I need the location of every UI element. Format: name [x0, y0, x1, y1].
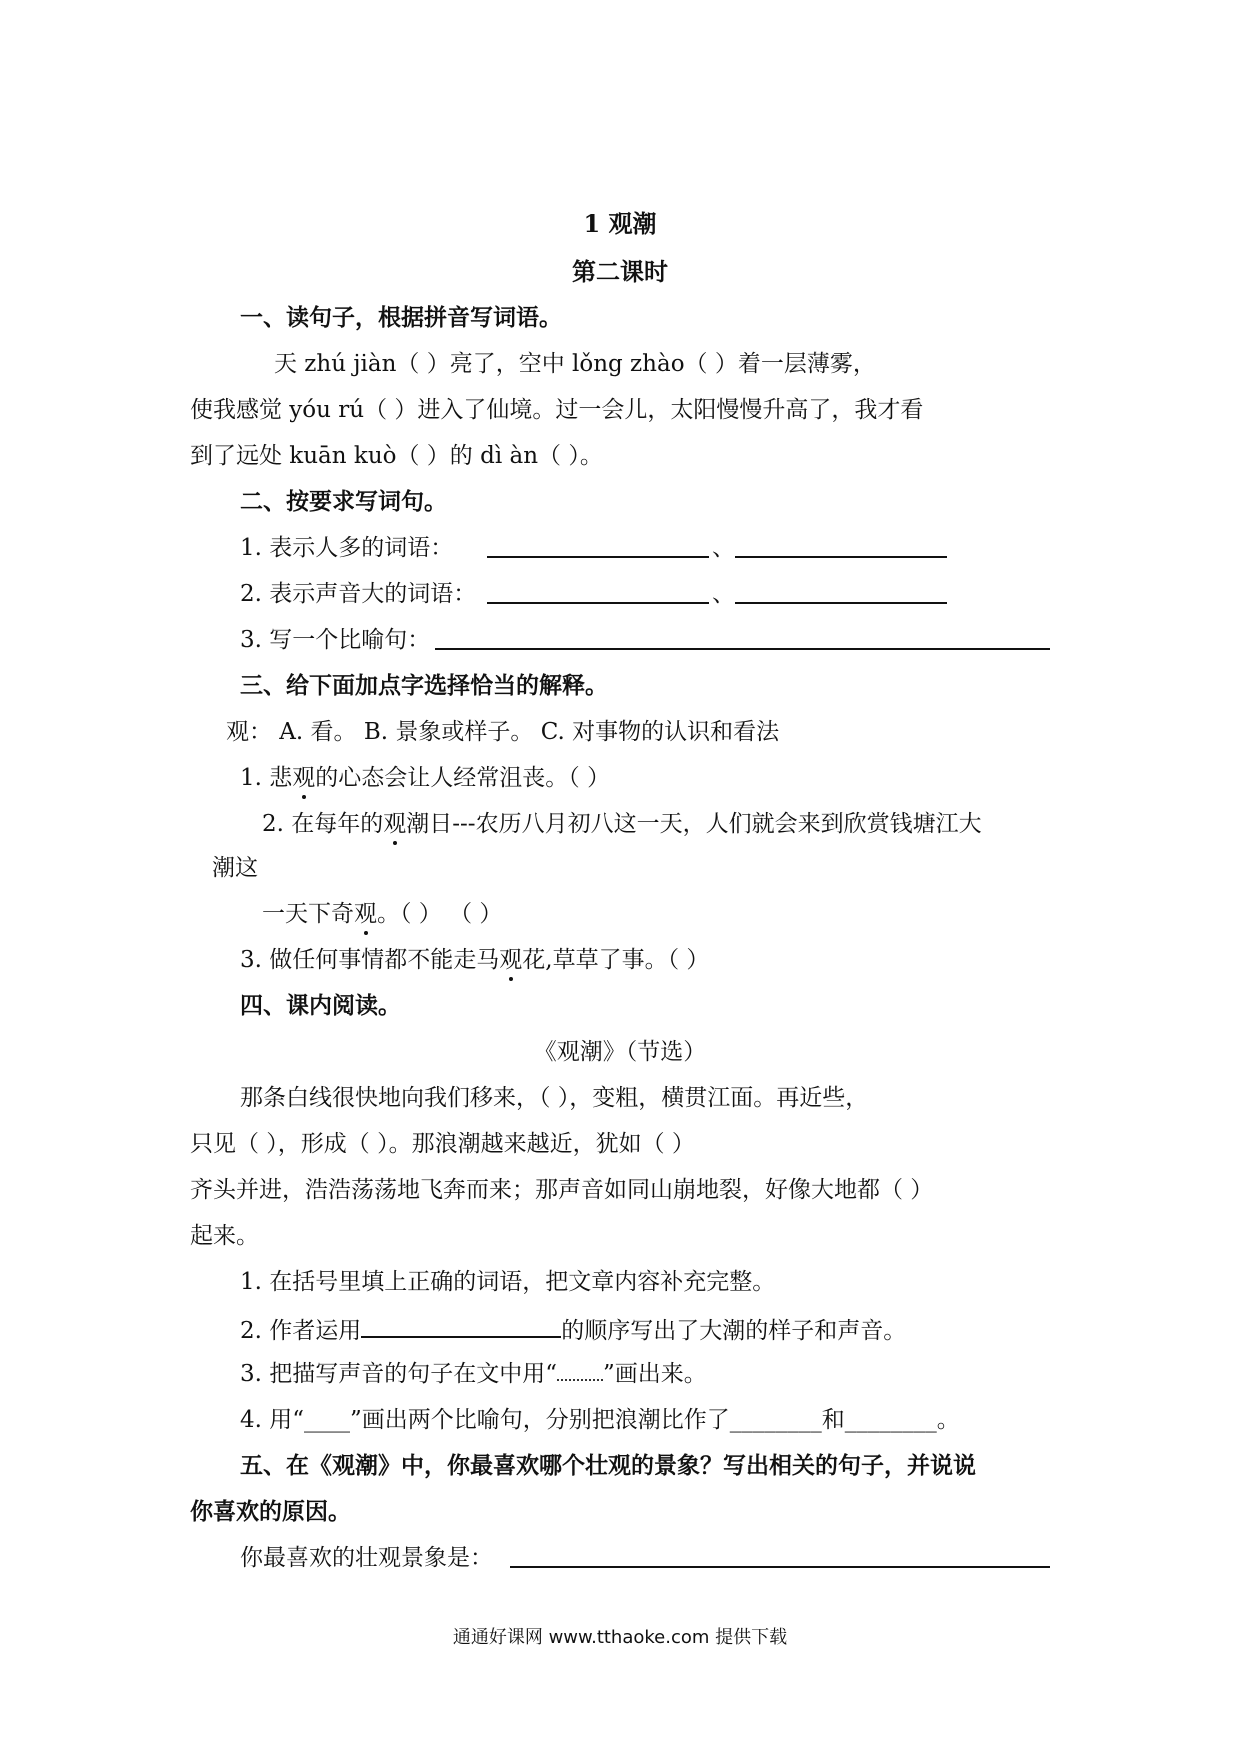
s3-q3-text-b: 花,草草了事。（ ）: [522, 947, 710, 973]
s5-q1-label: 你最喜欢的壮观景象是：: [240, 1545, 493, 1571]
s3-q1-dotted-char: 观: [292, 765, 316, 791]
passage-line-3: 齐头并进，浩浩荡荡地飞奔而来；那声音如同山崩地裂，好像大地都（ ）: [190, 1177, 934, 1203]
s2-q1-blank-2[interactable]: [735, 532, 947, 558]
section-1-line-3: 到了远处 kuān kuò（ ）的 dì àn（ ）。: [190, 443, 603, 469]
passage-line-4: 起来。: [190, 1223, 259, 1249]
s3-q3-dotted-char: 观: [499, 947, 523, 973]
s3-question-3: [240, 944, 709, 976]
s4-question-4: 4. 用“____”画出两个比喻句，分别把浪潮比作了________和________。: [240, 1407, 960, 1433]
section-1-line-2: 使我感觉 yóu rú（ ）进入了仙境。过一会儿，太阳慢慢升高了，我才看: [190, 397, 924, 423]
section-5-heading-line-1: 五、在《观潮》中，你最喜欢哪个壮观的景象？写出相关的句子，并说说: [240, 1452, 976, 1479]
s2-question-3: [240, 624, 430, 656]
s3-q2-dotted-char: 观: [383, 811, 407, 837]
s2-q2-blank-1[interactable]: [487, 578, 709, 604]
s3-q2-line-3: [262, 898, 502, 930]
s3-question-1: [240, 762, 610, 794]
s4-question-2: [240, 1312, 906, 1347]
section-3-heading: 三、给下面加点字选择恰当的解释。: [240, 672, 608, 699]
s2-q1-label: 1. 表示人多的词语：: [240, 535, 454, 561]
s2-question-1: [240, 532, 453, 564]
s4-question-1: 1. 在括号里填上正确的词语，把文章内容补充完整。: [240, 1269, 776, 1295]
s2-q1-blank-1[interactable]: [487, 532, 709, 558]
s3-q1-text-b: 的心态会让人经常沮丧。（ ）: [315, 765, 611, 791]
s2-q1-separator: 、: [712, 535, 735, 561]
s3-q3-text-a: 3. 做任何事情都不能走马: [240, 947, 500, 973]
section-4-heading: 四、课内阅读。: [240, 992, 401, 1019]
s2-q2-label: 2. 表示声音大的词语：: [240, 581, 477, 607]
s3-q2-line-2: 潮这: [212, 855, 258, 881]
s4-q2-text-b: 的顺序写出了大潮的样子和声音。: [561, 1318, 907, 1344]
section-1-line-1: 天 zhú jiàn（ ）亮了，空中 lǒng zhào（ ）着一层薄雾，: [274, 351, 876, 377]
passage-line-2: 只见（ ），形成（ ）。那浪潮越来越近，犹如（ ）: [190, 1131, 695, 1157]
s4-q2-blank[interactable]: [361, 1312, 561, 1338]
s2-q3-blank[interactable]: [435, 624, 1050, 650]
s4-question-3: [240, 1358, 707, 1390]
s5-q1-blank[interactable]: [510, 1542, 1050, 1568]
page-title: 1 观潮: [583, 209, 657, 238]
section-5-heading-line-2: 你喜欢的原因。: [190, 1498, 351, 1525]
s2-q2-separator: 、: [712, 581, 735, 607]
s3-q2-line3-text-a: 一天下奇: [262, 901, 354, 927]
s2-q2-blank-2[interactable]: [735, 578, 947, 604]
footer-credit: 通通好课网 www.tthaoke.com 提供下载: [452, 1627, 788, 1648]
s2-q3-label: 3. 写一个比喻句：: [240, 627, 431, 653]
s4-q2-text-a: 2. 作者运用: [240, 1318, 362, 1344]
wavy-line-mark: [557, 1359, 603, 1381]
s3-question-2: [262, 808, 982, 840]
s3-q2-text-b: 潮日---农历八月初八这一天，人们就会来到欣赏钱塘江大: [406, 811, 982, 837]
s3-q2-line3-dotted-char: 观: [354, 901, 377, 927]
s3-q2-text-a: 2. 在每年的: [262, 811, 384, 837]
section-1-heading: 一、读句子，根据拼音写词语。: [240, 304, 562, 331]
s3-options: 观： A. 看。 B. 景象或样子。 C. 对事物的认识和看法: [226, 719, 780, 745]
s2-question-2: [240, 578, 476, 610]
s3-q2-line3-text-b: 。（ ） （ ）: [377, 901, 503, 927]
page-subtitle: 第二课时: [572, 257, 668, 286]
passage-line-1: 那条白线很快地向我们移来，（ ），变粗，横贯江面。再近些，: [240, 1085, 869, 1111]
s5-question-1: [240, 1542, 493, 1574]
s3-q1-text-a: 1. 悲: [240, 765, 293, 791]
passage-title: 《观潮》（节选）: [533, 1039, 707, 1065]
s4-q3-text-a: 3. 把描写声音的句子在文中用“: [240, 1361, 558, 1387]
s4-q3-text-b: ”画出来。: [603, 1361, 707, 1387]
section-2-heading: 二、按要求写词句。: [240, 488, 447, 515]
